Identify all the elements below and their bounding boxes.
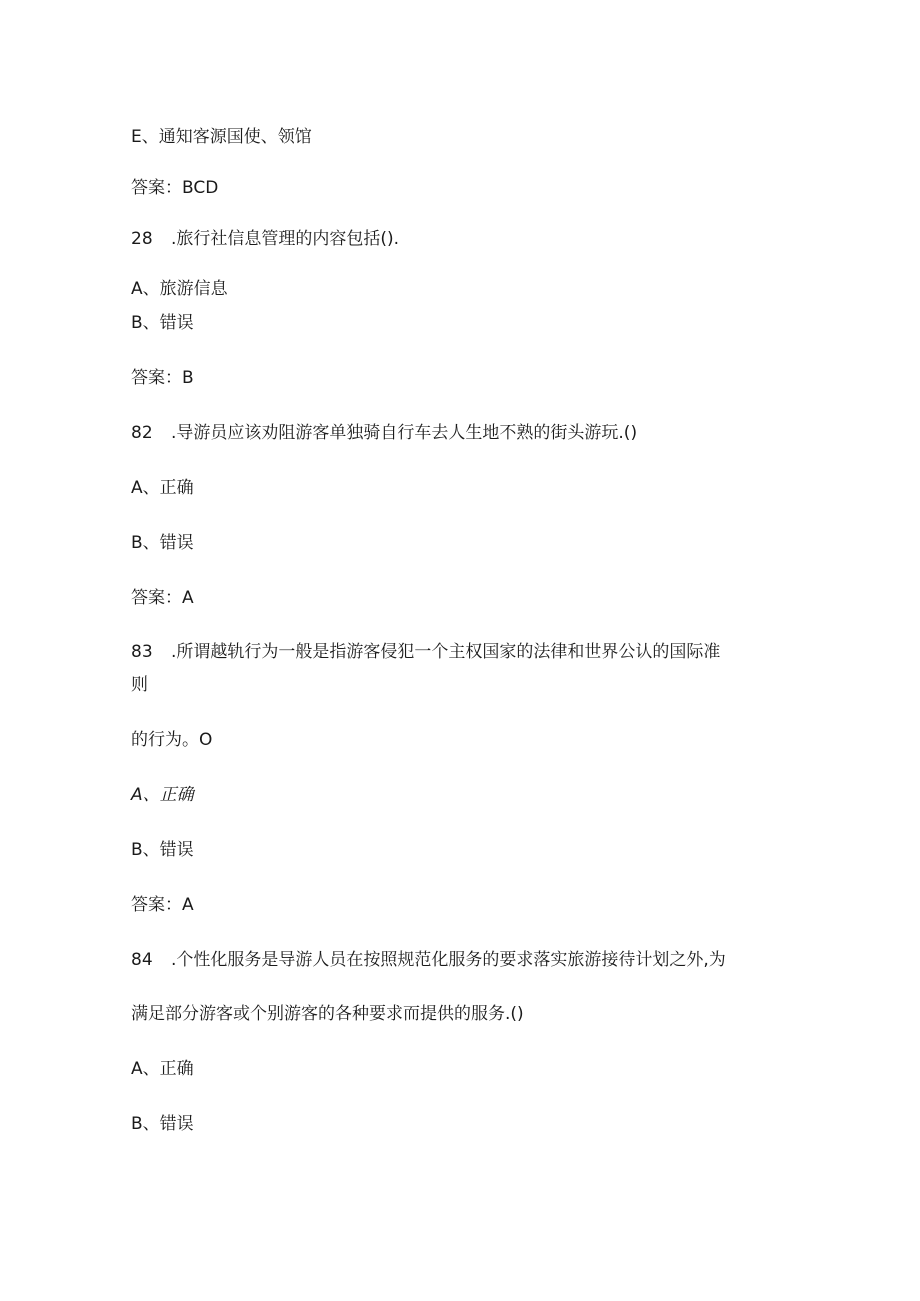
- question-text: 则: [131, 675, 148, 695]
- answer-line: [131, 587, 194, 609]
- question-83-continuation: [131, 729, 212, 751]
- option-text: E、通知客源国使、领馆: [131, 127, 312, 147]
- question-text: .个性化服务是导游人员在按照规范化服务的要求落实旅游接待计划之外,为: [171, 950, 726, 970]
- option-text: B、错误: [131, 533, 194, 553]
- question-82: [131, 422, 637, 444]
- answer-line: [131, 894, 194, 916]
- question-number: 83: [131, 642, 153, 662]
- question-number: 84: [131, 950, 153, 970]
- question-text: 满足部分游客或个别游客的各种要求而提供的服务.(): [131, 1004, 524, 1024]
- option-e-line: [131, 126, 312, 148]
- option-b-line: [131, 1113, 194, 1135]
- answer-text: 答案：A: [131, 588, 194, 608]
- option-text: B、错误: [131, 313, 194, 333]
- answer-line: [131, 367, 194, 389]
- option-b-line: [131, 312, 194, 334]
- question-28: [131, 228, 399, 250]
- answer-line: [131, 177, 218, 199]
- question-text: .导游员应该劝阻游客单独骑自行车去人生地不熟的街头游玩.(): [171, 423, 638, 443]
- option-text: A、正确: [131, 478, 194, 498]
- option-b-line: [131, 839, 194, 861]
- option-text: B、错误: [131, 840, 194, 860]
- option-text: A、正确: [131, 785, 194, 805]
- question-number: 28: [131, 229, 153, 249]
- option-a-line: [131, 477, 194, 499]
- question-text: .所谓越轨行为一般是指游客侵犯一个主权国家的法律和世界公认的国际准: [171, 642, 721, 662]
- option-a-line: [131, 1058, 194, 1080]
- option-text: A、正确: [131, 1059, 194, 1079]
- option-a-line: [131, 784, 194, 806]
- answer-text: 答案：B: [131, 368, 194, 388]
- question-83: [131, 641, 720, 663]
- answer-text: 答案：BCD: [131, 178, 219, 198]
- question-text: .旅行社信息管理的内容包括().: [171, 229, 400, 249]
- question-84: [131, 949, 726, 971]
- answer-text: 答案：A: [131, 895, 194, 915]
- question-83-continuation: [131, 674, 148, 696]
- option-b-line: [131, 532, 194, 554]
- question-84-continuation: [131, 1003, 524, 1025]
- option-a-line: [131, 278, 228, 300]
- option-text: B、错误: [131, 1114, 194, 1134]
- question-text: 的行为。O: [131, 730, 213, 750]
- option-text: A、旅游信息: [131, 279, 228, 299]
- question-number: 82: [131, 423, 153, 443]
